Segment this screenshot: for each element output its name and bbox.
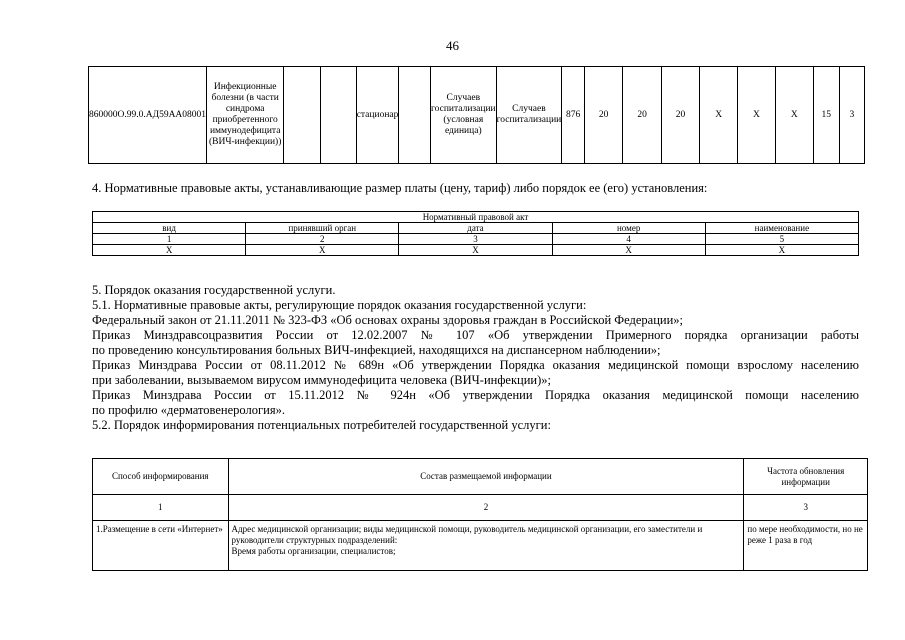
column-number: 3 [744, 495, 868, 521]
table-row [93, 234, 859, 245]
column-number: 5 [705, 234, 858, 245]
update-frequency-cell: по мере необходимости, но не реже 1 раза в год [744, 521, 868, 571]
informing-content-cell [228, 521, 744, 571]
table-cell: Х [93, 245, 246, 256]
section-5-title: 5. Порядок оказания государственной услуги. [92, 283, 336, 297]
table-row [93, 223, 859, 234]
order-689n-line-1: Приказ Минздрава России от 08.11.2012 № 689н «Об утверждении Порядка оказания медицинской помощи взрослому населению [92, 358, 859, 372]
order-924n-line-2: по профилю «дерматовенерология». [92, 403, 285, 417]
order-924n-line-1: Приказ Минздрава России от 15.11.2012 № 924н «Об утверждении Порядка оказания медицинской помощи населению [92, 388, 859, 402]
table-row [93, 212, 859, 223]
table-row [93, 245, 859, 256]
column-header: вид [93, 223, 246, 234]
table-cell: Х [246, 245, 399, 256]
service-name-cell: Инфекционные болезни (в части синдрома приобретенного иммунодефицита (ВИЧ-инфекции)) [207, 67, 284, 164]
informing-table [92, 458, 868, 571]
table-row [93, 495, 868, 521]
table-cell: Х [552, 245, 705, 256]
order-107-line-2: по проведению консультирования больных ВИЧ-инфекцией, находящихся на диспансерном наблюдении»; [92, 343, 661, 357]
empty-cell [399, 67, 431, 164]
informing-method-cell: 1.Размещение в сети «Интернет» [93, 521, 229, 571]
order-689n-line-2: при заболевании, вызываемом вирусом иммунодефицита человека (ВИЧ-инфекции)»; [92, 373, 552, 387]
service-volume-table [88, 66, 865, 164]
value-cell: 20 [661, 67, 699, 164]
federal-law-text: Федеральный закон от 21.11.2011 № 323-ФЗ «Об основах охраны здоровья граждан в Российской Федерации»; [92, 313, 684, 327]
column-number: 2 [228, 495, 744, 521]
column-header: номер [552, 223, 705, 234]
section-5-2-title: 5.2. Порядок информирования потенциальных потребителей государственной услуги: [92, 418, 551, 432]
column-header: Способ информирования [93, 459, 229, 495]
indicator-name-cell: Случаев госпитализации (условная единица) [430, 67, 496, 164]
empty-cell [320, 67, 356, 164]
section-5-block [92, 283, 859, 433]
table-row [93, 459, 868, 495]
column-header: наименование [705, 223, 858, 234]
column-number: 1 [93, 234, 246, 245]
table-cell: Х [705, 245, 858, 256]
column-number: 2 [246, 234, 399, 245]
table-header: Нормативный правовой акт [93, 212, 859, 223]
content-line: Адрес медицинской организации; виды медицинской помощи, руководитель медицинской организации, его заместители и руководители структурных подразделений: [231, 524, 703, 545]
column-header: Частота обновления информации [744, 459, 868, 495]
column-number: 3 [399, 234, 552, 245]
deviation-absolute-cell: 3 [839, 67, 864, 164]
order-107-line-1: Приказ Минздравсоцразвития России от 12.02.2007 № 107 «Об утверждении Примерного порядка организации работы [92, 328, 859, 342]
column-header: принявший орган [246, 223, 399, 234]
column-header: Состав размещаемой информации [228, 459, 744, 495]
page-number: 46 [446, 38, 459, 53]
column-number: 1 [93, 495, 229, 521]
column-header: дата [399, 223, 552, 234]
section-5-1-title: 5.1. Нормативные правовые акты, регулирующие порядок оказания государственной услуги: [92, 298, 587, 312]
table-cell: Х [399, 245, 552, 256]
content-line: Время работы организации, специалистов; [231, 546, 396, 556]
condition-cell: стационар [356, 67, 399, 164]
value-cell: 20 [584, 67, 622, 164]
registry-code-cell: 860000О.99.0.АД59АА08001 [89, 67, 207, 164]
table-row [93, 521, 868, 571]
section-4-title: 4. Нормативные правовые акты, устанавливающие размер платы (цену, тариф) либо порядок ее (его) установления: [92, 181, 708, 195]
value-cell: 20 [623, 67, 661, 164]
price-cell: Х [738, 67, 776, 164]
normative-acts-table [92, 211, 859, 256]
empty-cell [284, 67, 320, 164]
deviation-percent-cell: 15 [813, 67, 839, 164]
unit-cell: Случаев госпитализации [496, 67, 562, 164]
price-cell: Х [700, 67, 738, 164]
okei-cell: 876 [562, 67, 585, 164]
column-number: 4 [552, 234, 705, 245]
table-row [89, 67, 865, 164]
price-cell: Х [775, 67, 813, 164]
